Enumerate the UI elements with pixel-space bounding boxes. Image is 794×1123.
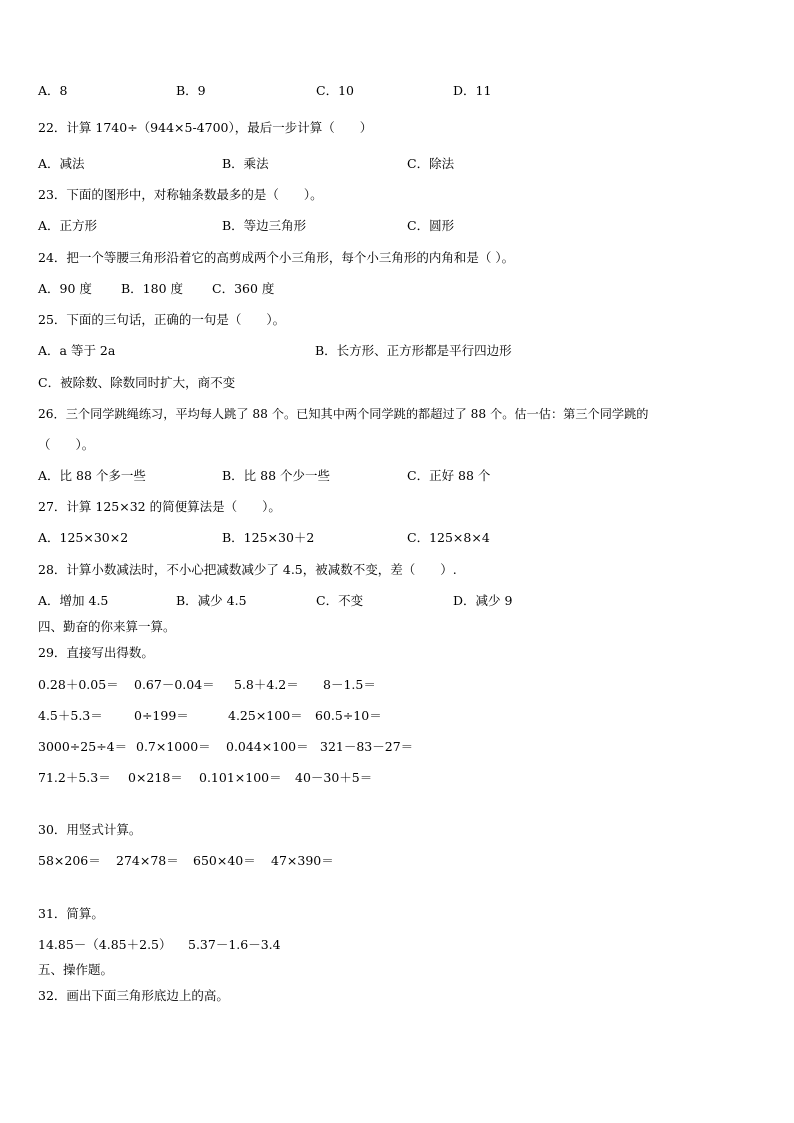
q22-option-c: C．除法 [407, 156, 455, 171]
q29-item: 0.044×100＝ [226, 739, 309, 754]
q30-item: 650×40＝ [193, 853, 256, 868]
q30-item: 58×206＝ [38, 853, 101, 868]
q23-option-c: C．圆形 [407, 218, 455, 233]
q27-option-a: A．125×30×2 [38, 530, 129, 545]
q29-item: 40－30＋5＝ [295, 770, 373, 785]
q29-item: 0.7×1000＝ [136, 739, 211, 754]
q22-option-b: B．乘法 [222, 156, 269, 171]
q24-option-b: B．180 度 [121, 281, 184, 296]
q29-item: 0.101×100＝ [199, 770, 282, 785]
q25-option-b: B．长方形、正方形都是平行四边形 [315, 343, 512, 358]
q26-option-c: C．正好 88 个 [407, 468, 491, 483]
q24-option-c: C．360 度 [212, 281, 275, 296]
q29-item: 3000÷25÷4＝ [38, 739, 128, 754]
q27-stem: 27．计算 125×32 的简便算法是（ ）。 [38, 499, 281, 514]
q21-option-c: C．10 [316, 83, 354, 98]
q29-item: 60.5÷10＝ [315, 708, 382, 723]
q23-option-b: B．等边三角形 [222, 218, 307, 233]
q25-stem: 25．下面的三句话，正确的一句是（ ）。 [38, 312, 286, 327]
q29-item: 4.5＋5.3＝ [38, 708, 103, 723]
q21-option-d: D．11 [453, 83, 492, 98]
q23-stem: 23．下面的图形中，对称轴条数最多的是（ ）。 [38, 187, 323, 202]
q31-item: 5.37－1.6－3.4 [188, 937, 281, 952]
q22-stem: 22．计算 1740÷（944×5-4700），最后一步计算（ ） [38, 120, 373, 135]
q29-item: 0÷199＝ [134, 708, 189, 723]
q29-item: 8－1.5＝ [323, 677, 376, 692]
q27-option-c: C．125×8×4 [407, 530, 490, 545]
q26-stem-line1: 26．三个同学跳绳练习，平均每人跳了 88 个。已知其中两个同学跳的都超过了 88 个。估一估：第三个同学跳的 [38, 407, 649, 421]
q32-stem: 32．画出下面三角形底边上的高。 [38, 988, 229, 1003]
q30-item: 47×390＝ [271, 853, 334, 868]
q21-option-b: B．9 [176, 83, 206, 98]
q28-option-d: D．减少 9 [453, 593, 513, 608]
q31-stem: 31．简算。 [38, 906, 104, 921]
q24-stem: 24．把一个等腰三角形沿着它的高剪成两个小三角形，每个小三角形的内角和是（ ）。 [38, 250, 515, 265]
q29-item: 71.2＋5.3＝ [38, 770, 111, 785]
q29-item: 0×218＝ [128, 770, 183, 785]
q29-item: 321－83－27＝ [320, 739, 414, 754]
q28-option-a: A．增加 4.5 [38, 593, 109, 608]
q29-item: 4.25×100＝ [228, 708, 303, 723]
q23-option-a: A．正方形 [38, 218, 98, 233]
q28-option-c: C．不变 [316, 593, 364, 608]
q29-stem: 29．直接写出得数。 [38, 645, 154, 660]
q26-option-a: A．比 88 个多一些 [38, 468, 146, 483]
q30-stem: 30．用竖式计算。 [38, 822, 142, 837]
q25-option-a: A．a 等于 2a [38, 343, 116, 358]
q29-item: 0.28＋0.05＝ [38, 677, 119, 692]
q24-option-a: A．90 度 [38, 281, 92, 296]
q26-stem-line2: （ ）。 [38, 437, 95, 452]
q22-option-a: A．减法 [38, 156, 85, 171]
q28-option-b: B．减少 4.5 [176, 593, 247, 608]
q21-option-a: A．8 [38, 83, 68, 98]
q29-item: 0.67－0.04＝ [134, 677, 215, 692]
section-4-heading: 四、勤奋的你来算一算。 [38, 619, 176, 634]
q27-option-b: B．125×30＋2 [222, 530, 315, 545]
q30-item: 274×78＝ [116, 853, 179, 868]
q31-item: 14.85－（4.85＋2.5） [38, 937, 172, 952]
q25-option-c: C．被除数、除数同时扩大，商不变 [38, 375, 236, 390]
q26-option-b: B．比 88 个少一些 [222, 468, 331, 483]
q28-stem: 28．计算小数减法时，不小心把减数减少了 4.5，被减数不变，差（ ）. [38, 562, 457, 577]
section-5-heading: 五、操作题。 [38, 962, 114, 977]
q29-item: 5.8＋4.2＝ [234, 677, 299, 692]
